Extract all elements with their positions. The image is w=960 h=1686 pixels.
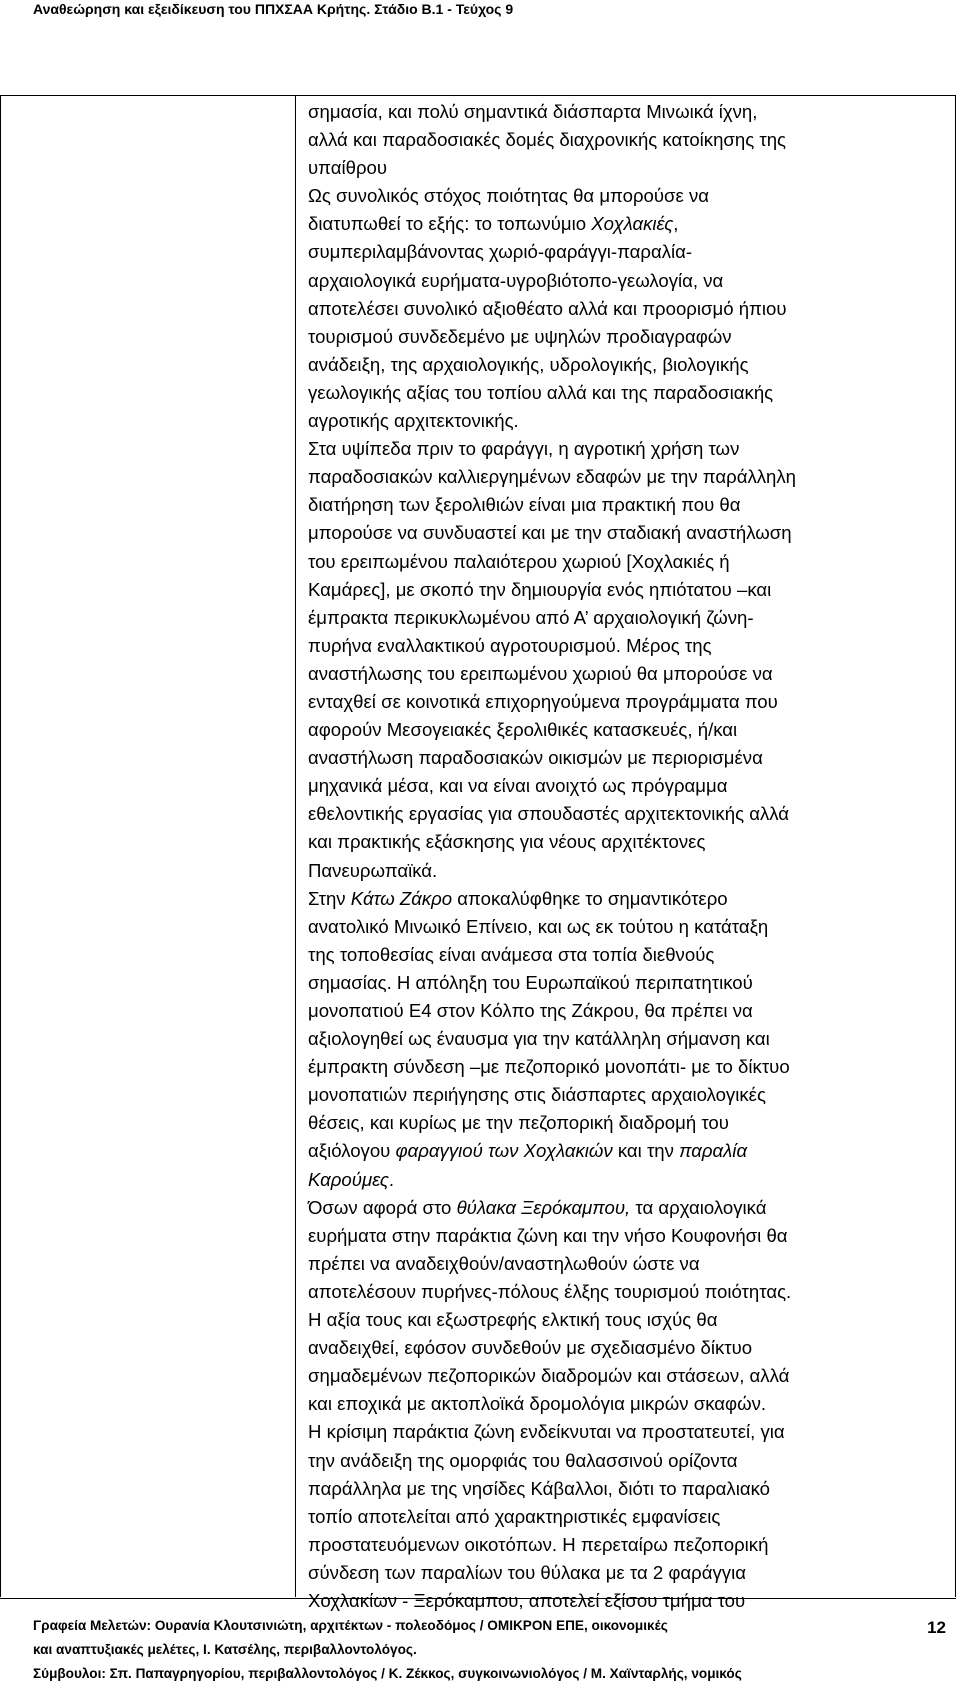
text-line: [308, 1278, 948, 1306]
text-segment: αρχαιολογικά ευρήματα-υγροβιότοπο-γεωλογία, να: [308, 269, 724, 291]
text-line: [308, 1531, 948, 1559]
page-number: 12: [927, 1618, 946, 1637]
text-line: [308, 800, 948, 828]
text-segment: πρέπει να αναδειχθούν/αναστηλωθούν ώστε να: [308, 1252, 700, 1274]
text-segment: τοπίο αποτελείται από χαρακτηριστικές εμφανίσεις: [308, 1505, 721, 1527]
text-segment: ,: [673, 213, 679, 235]
text-segment: αναστήλωσης του ερειπωμένου χωριού θα μπορούσε να: [308, 662, 773, 684]
text-segment: αναστήλωση παραδοσιακών οικισμών με περιορισμένα: [308, 747, 763, 769]
text-line: [308, 1137, 948, 1165]
text-segment: σύνδεση των παραλίων του θύλακα με τα 2 φαράγγια: [308, 1561, 746, 1583]
document-header: [33, 0, 933, 18]
text-line: [308, 238, 948, 266]
text-line: [308, 1559, 948, 1587]
text-line: [308, 1250, 948, 1278]
text-segment: σημασία, και πολύ σημαντικά διάσπαρτα Μινωικά ίχνη,: [308, 101, 758, 122]
text-line: [308, 351, 948, 379]
text-line: [308, 210, 948, 238]
italic-text: φαραγγιού των Χοχλακιών: [395, 1140, 613, 1162]
text-segment: Ως συνολικός στόχος ποιότητας θα μπορούσε να: [308, 185, 710, 207]
text-line: [308, 1475, 948, 1503]
text-segment: προστατευόμενων οικοτόπων. Η περεταίρω πεζοπορική: [308, 1533, 769, 1555]
text-segment: παράλληλα με της νησίδες Κάβαλλοι, διότι το παραλιακό: [308, 1477, 771, 1499]
table-left-border: [0, 95, 1, 1597]
text-line: [308, 969, 948, 997]
text-segment: Καμάρες], με σκοπό την δημιουργία ενός ηπιότατου –και: [308, 578, 772, 600]
text-segment: τουρισμού συνδεδεμένο με υψηλών προδιαγραφών: [308, 325, 732, 347]
text-segment: συμπεριλαμβάνοντας χωριό-φαράγγι-παραλία-: [308, 241, 693, 263]
text-segment: υπαίθρου: [308, 157, 388, 179]
text-segment: πυρήνα εναλλακτικού αγροτουρισμού. Μέρος της: [308, 634, 712, 656]
body-text: [308, 98, 948, 1615]
text-line: [308, 407, 948, 435]
text-segment: αλλά και παραδοσιακές δομές διαχρονικής κατοίκησης της: [308, 129, 787, 151]
text-line: [308, 1025, 948, 1053]
text-line: [308, 1109, 948, 1137]
text-line: [308, 154, 948, 182]
text-segment: Στα υψίπεδα πριν το φαράγγι, η αγροτική χρήση των: [308, 438, 740, 460]
text-line: [308, 913, 948, 941]
text-segment: διατυπωθεί το εξής: το τοπωνύμιο: [308, 213, 592, 235]
header-title: Αναθεώρηση και εξειδίκευση του ΠΠΧΣΑΑ Κρήτης. Στάδιο Β.1 - Τεύχος 9: [33, 1, 514, 17]
text-line: [308, 1166, 948, 1194]
text-line: [308, 379, 948, 407]
text-segment: θέσεις, και κυρίως με την πεζοπορική διαδρομή του: [308, 1112, 729, 1134]
text-segment: εθελοντικής εργασίας για σπουδαστές αρχιτεκτονικής αλλά: [308, 803, 790, 825]
text-line: [308, 828, 948, 856]
text-segment: σημαδεμένων πεζοπορικών διαδρομών και στάσεων, αλλά: [308, 1365, 790, 1387]
text-line: [308, 857, 948, 885]
text-line: [308, 491, 948, 519]
text-segment: διατήρηση των ξερολιθιών είναι μια πρακτική που θα: [308, 494, 741, 516]
table-column-divider: [295, 95, 296, 1597]
text-segment: μπορούσε να συνδυαστεί και με την σταδιακή αναστήλωση: [308, 522, 792, 544]
text-line: [308, 1447, 948, 1475]
text-segment: μονοπατιών περιήγησης στις διάσπαρτες αρχαιολογικές: [308, 1084, 766, 1106]
text-segment: Όσων αφορά στο: [308, 1196, 457, 1218]
text-segment: γεωλογικής αξίας του τοπίου αλλά και της παραδοσιακής: [308, 381, 774, 403]
table-right-border: [955, 95, 956, 1597]
text-line: [308, 519, 948, 547]
text-line: [308, 267, 948, 295]
text-line: [308, 463, 948, 491]
italic-text: Κάτω Ζάκρο: [350, 887, 453, 909]
text-line: [308, 1418, 948, 1446]
text-segment: αγροτικής αρχιτεκτονικής.: [308, 410, 519, 432]
text-line: [308, 1222, 948, 1250]
text-segment: Η αξία τους και εξωστρεφής ελκτική τους ισχύς θα: [308, 1309, 718, 1331]
text-line: [308, 1390, 948, 1418]
italic-text: παραλία: [679, 1140, 748, 1162]
text-line: [308, 98, 948, 126]
text-line: [308, 1194, 948, 1222]
text-line: [308, 604, 948, 632]
text-segment: ανατολικό Μινωικό Επίνειο, και ως εκ τούτου η κατάταξη: [308, 915, 769, 937]
text-line: [308, 716, 948, 744]
text-line: [308, 1503, 948, 1531]
text-segment: αποτελέσει συνολικό αξιοθέατο αλλά και προορισμό ήπιου: [308, 297, 787, 319]
text-segment: .: [388, 1168, 395, 1190]
text-segment: μονοπατιού Ε4 στον Κόλπο της Ζάκρου, θα πρέπει να: [308, 1000, 753, 1021]
text-line: [308, 548, 948, 576]
text-segment: ενταχθεί σε κοινοτικά επιχορηγούμενα προγράμματα που: [308, 690, 778, 712]
text-segment: παραδοσιακών καλλιεργημένων εδαφών με την παράλληλη: [308, 466, 797, 488]
italic-text: Καρούμες: [308, 1168, 389, 1190]
text-segment: ανάδειξη, της αρχαιολογικής, υδρολογικής, βιολογικής: [308, 353, 749, 375]
text-line: [308, 1334, 948, 1362]
footer-line-1: Γραφεία Μελετών: Ουρανία Κλουτσινιώτη, αρχιτέκτων - πολεοδόμος / ΟΜΙΚΡΟΝ ΕΠΕ, οικονομικές: [33, 1618, 668, 1633]
text-segment: και την: [612, 1140, 680, 1162]
text-line: [308, 744, 948, 772]
text-line: [308, 1587, 948, 1615]
text-line: [308, 576, 948, 604]
text-segment: Στην: [308, 887, 351, 909]
text-line: [308, 1081, 948, 1109]
text-line: [308, 1306, 948, 1334]
text-line: [308, 182, 948, 210]
text-segment: Πανευρωπαϊκά.: [308, 859, 438, 881]
text-segment: έμπρακτα περικυκλωμένου από Α’ αρχαιολογική ζώνη-: [308, 606, 754, 628]
text-segment: Η κρίσιμη παράκτια ζώνη ενδείκνυται να προστατευτεί, για: [308, 1421, 785, 1443]
document-footer: [33, 1614, 863, 1686]
text-line: [308, 660, 948, 688]
italic-text: Χοχλακιές: [591, 213, 674, 235]
footer-line-2: και αναπτυξιακές μελέτες, Ι. Κατσέλης, περιβαλλοντολόγος.: [33, 1642, 417, 1657]
text-line: [308, 941, 948, 969]
text-segment: έμπρακτη σύνδεση –με πεζοπορικό μονοπάτι- με το δίκτυο: [308, 1056, 790, 1078]
text-segment: ευρήματα στην παράκτια ζώνη και την νήσο Κουφονήσι θα: [308, 1224, 788, 1246]
text-line: [308, 126, 948, 154]
text-line: [308, 323, 948, 351]
text-segment: της τοποθεσίας είναι ανάμεσα στα τοπία διεθνούς: [308, 943, 715, 965]
footer-line-3: Σύμβουλοι: Σπ. Παπαγρηγορίου, περιβαλλοντολόγος / Κ. Ζέκκος, συγκοινωνιολόγος / Μ. Χαϊνταρλής, νομικός: [33, 1666, 742, 1681]
text-segment: σημασίας. Η απόληξη του Ευρωπαϊκού περιπατητικού: [308, 971, 753, 993]
text-segment: τα αρχαιολογικά: [630, 1196, 767, 1218]
italic-text: θύλακα Ξερόκαμπου,: [456, 1196, 631, 1218]
text-line: [308, 885, 948, 913]
text-line: [308, 772, 948, 800]
text-line: [308, 1053, 948, 1081]
text-segment: αξιόλογου: [308, 1140, 396, 1162]
text-line: [308, 688, 948, 716]
text-line: [308, 295, 948, 323]
text-segment: την ανάδειξη της ομορφιάς του θαλασσινού ορίζοντα: [308, 1449, 738, 1471]
text-segment: αποκαλύφθηκε το σημαντικότερο: [452, 887, 728, 909]
text-segment: Χοχλακίων - Ξερόκαμπου, αποτελεί εξίσου τμήμα του: [308, 1589, 746, 1611]
text-line: [308, 997, 948, 1025]
text-segment: αναδειχθεί, εφόσον συνδεθούν με σχεδιασμένο δίκτυο: [308, 1337, 753, 1359]
text-line: [308, 1362, 948, 1390]
text-segment: και πρακτικής εξάσκησης για νέους αρχιτέκτονες: [308, 831, 706, 853]
text-segment: αποτελέσουν πυρήνες-πόλους έλξης τουρισμού ποιότητας.: [308, 1280, 792, 1302]
text-segment: μηχανικά μέσα, και να είναι ανοιχτό ως πρόγραμμα: [308, 775, 728, 797]
text-line: [308, 435, 948, 463]
text-segment: αξιολογηθεί ως έναυσμα για την κατάλληλη σήμανση και: [308, 1028, 770, 1050]
text-segment: του ερειπωμένου παλαιότερου χωριού [Χοχλακιές ή: [308, 550, 730, 572]
text-segment: αφορούν Μεσογειακές ξερολιθικές κατασκευές, ή/και: [308, 719, 738, 741]
text-segment: και εποχικά με ακτοπλοϊκά δρομολόγια μικρών σκαφών.: [308, 1393, 767, 1415]
text-line: [308, 632, 948, 660]
